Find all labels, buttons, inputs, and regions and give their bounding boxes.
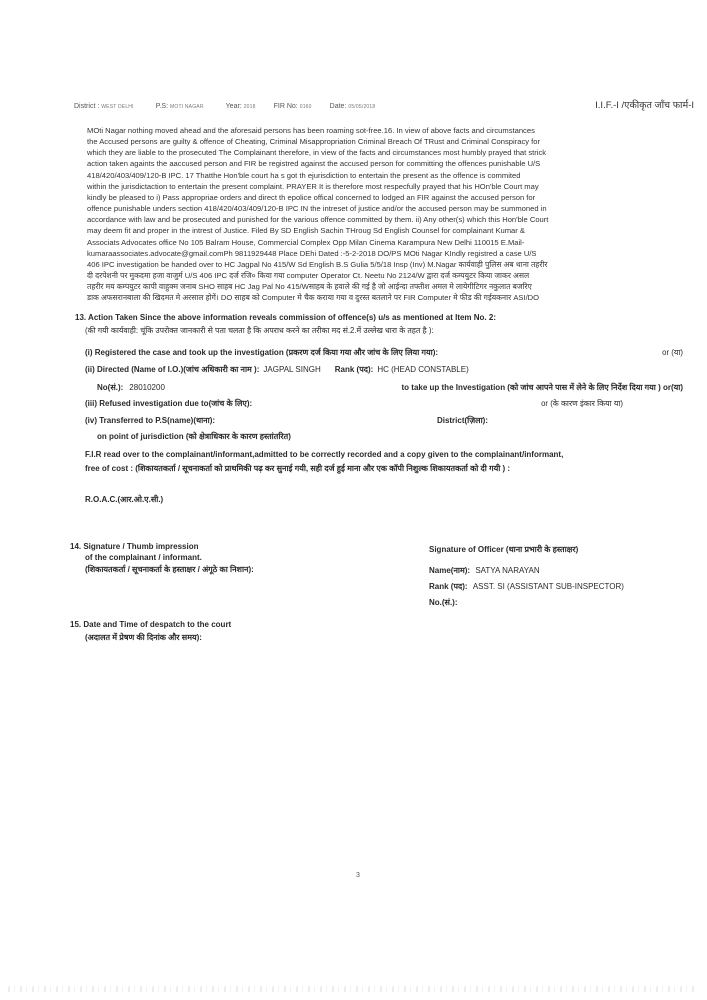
fir-value: 0160	[299, 104, 312, 110]
header-row	[74, 98, 694, 112]
officer-name-value: SATYA NARAYAN	[475, 566, 540, 575]
item-iv-transferred: (iv) Transferred to P.S(name)(थाना):	[85, 416, 216, 425]
form-title: I.I.F.-I /एकीकृत जाँच फार्म-I	[595, 100, 694, 111]
item-i-row	[85, 347, 683, 358]
fir-label: FIR No:	[273, 103, 298, 110]
section-14-line3: (शिकायतकर्ता / सूचनाकर्ता के हस्ताक्षर / अंगूठे का निशान):	[85, 565, 254, 574]
officer-rank-field	[429, 581, 624, 592]
narrative-line: offence punishable unders section 418/420/403/409/120-B IPC IN the intreset of justice and/or the accused person may be summoned in	[87, 204, 547, 214]
fir-number-field	[274, 103, 312, 110]
io-number-value: 28010200	[129, 383, 165, 392]
narrative-line: action taken againts the aaccused person and FIR be registred against the accused person for committing the offences punishable U/S	[87, 159, 541, 169]
io-rank-value: HC (HEAD CONSTABLE)	[377, 365, 469, 374]
section-15-line2: (अदालत में प्रेषण की दिनांक और समय):	[85, 633, 202, 642]
narrative-line: which they are liable to the prosecuted The Complainant therefore, in view of the facts and circumstances most humbly prayed that strick	[87, 148, 547, 158]
officer-rank-value: ASST. SI (ASSISTANT SUB-INSPECTOR)	[472, 582, 624, 591]
year-field	[226, 103, 256, 110]
officer-number-label: No.(सं.):	[429, 598, 458, 607]
item-iii-row	[85, 398, 683, 409]
transfer-district-label: District(ज़िला):	[436, 416, 488, 425]
item-ii-row	[85, 364, 683, 375]
item-iv-row	[85, 415, 683, 426]
fir-read-over: F.I.R read over to the complainant/informant,admitted to be correctly recorded and a copy given to the complainant/informant,	[85, 450, 564, 459]
date-value: 05/05/2018	[348, 104, 376, 110]
officer-name-field	[429, 565, 540, 576]
officer-rank-label: Rank (पद):	[429, 582, 468, 591]
officer-signature-label: Signature of Officer (थाना प्रभारी के हस्ताक्षर)	[429, 545, 579, 554]
year-value: 2018	[243, 104, 256, 110]
narrative-line: kumaraassociates.advocate@gmail.comPh 9811929448 Place DEhi Dated :-5-2-2018 DO/PS MOti Nagar KIndly registred a case U/S	[87, 248, 537, 258]
narrative-line: the Accused persons are guilty & offence of Cheating, Criminal Misappropriation Criminal Breach Of TRust and Criminal Conspiracy for	[87, 137, 541, 147]
page-number: 3	[356, 872, 360, 879]
faded-footer-text	[8, 986, 698, 992]
free-of-cost: free of cost : (शिकायतकर्ता / सूचनाकर्ता को प्राथमिकी पढ़ कर सुनाई गयी, सही दर्ज हुई माना और एक कॉपी निशुल्क शिकायतकर्ता को दी गयी ) :	[85, 464, 511, 473]
district-field	[74, 103, 134, 110]
officer-name-label: Name(नाम):	[429, 566, 471, 575]
narrative-line: accordance with law and be prosecuted and punished for the various offence committed by them. ii) Any other(s) which this Hon'ble Court	[87, 215, 549, 225]
year-label: Year:	[225, 103, 242, 110]
jurisdiction-note: on point of jurisdiction (को क्षेत्राधिकार के कारण हस्तांतरित)	[97, 432, 291, 441]
narrative-line: डाक अफसरानबाला की खिदमत मे अरसाल होगें। DO साहब को Computer मे चैक कराया गया व दुरस्त बतलाने पर FIR Computer मे फीड की गईयकनार ASI/DO	[87, 293, 540, 303]
narrative-line: दी दरपेशनी पर मुकदमा हजा वाजुर्म U/S 406 IPC दर्ज रजि० किया गया computer Operator Ct. Neetu No 2124/W द्वारा दर्ज कम्पयुटर किया जाकर असल	[87, 271, 530, 281]
narrative-paragraph	[87, 125, 681, 304]
district-value: WEST DELHI	[101, 104, 134, 110]
narrative-line: MOti Nagar nothing moved ahead and the aforesaid persons has been roaming sot-free.16. In view of above facts and circumstances	[87, 126, 535, 135]
take-up-investigation: to take up the Investigation (को जांच आपने पास में लेने के लिए निर्देश दिया गया ) or(या)	[401, 383, 683, 392]
ps-value: MOTI NAGAR	[169, 104, 204, 110]
io-name: JAGPAL SINGH	[263, 365, 321, 374]
or-option-1: or (या)	[662, 348, 683, 357]
narrative-line: 418/420/403/409/120-B IPC. 17 Thatthe Hon'ble court ha s got th ejurisdiction to entertain the present as the offence is commited	[87, 170, 521, 180]
date-label: Date:	[329, 103, 347, 110]
roac-label: R.O.A.C.(आर.ओ.ए.सी.)	[85, 495, 164, 504]
section-13-heading: 13. Action Taken Since the above information reveals commission of offence(s) u/s as mentioned at Item No. 2:	[75, 313, 496, 322]
io-rank-label: Rank (पद):	[334, 365, 374, 374]
narrative-line: तहरीर मय कम्पयुटर कापी वाहुक्म जनाब SHO साहब HC Jag Pal No 415/Wसाहब के हवाले की गई है जो आईन्दा तफ्तीश अमल मे लायेगीटिगर नकुलात बजरिए	[87, 282, 532, 292]
section-14-line1: 14. Signature / Thumb impression	[70, 542, 199, 551]
narrative-line: kindly be pleased to i) Pass appropriae orders and direct th epolice offical concerned to lodged an FIR against the accused person for	[87, 192, 536, 202]
date-field	[330, 103, 376, 110]
section-14-line2: of the complainant / informant.	[85, 553, 202, 562]
section-13-heading-hindi: (की गयी कार्यवाही: चूंकि उपरोक्त जानकारी से पता चलता है कि अपराध करने का तरीका मद सं.2.में उल्लेख धारा के तहत है ):	[85, 326, 434, 335]
district-label: District :	[74, 103, 100, 110]
narrative-line: Associats Advocates office No 105 Balram House, Commercial Complex Opp Milan Cinema Karampura New Delhi 110015 E.Mail-	[87, 237, 525, 247]
io-number-label: No(सं.):	[97, 383, 124, 392]
section-15-line1: 15. Date and Time of despatch to the court	[70, 620, 232, 629]
ps-label: P.S:	[155, 103, 169, 110]
narrative-line: may deem fit and proper in the intrest of Justice. Filed By SD English Sachin THroug Sd English Counsel for complainant Kumar &	[87, 226, 525, 236]
item-ii-label: (ii) Directed (Name of I.O.)(जांच अधिकारी का नाम ):	[85, 365, 260, 374]
police-station-field	[156, 103, 204, 110]
narrative-line: 406 IPC investigation be handed over to HC Jagpal No 415/W Sd English B.S Gulia 5/5/18 Insp (Inv) M.Nagar कार्यवाही पुलिस अब थाना तहरीर	[87, 259, 548, 269]
item-iii-refused: (iii) Refused investigation due to(जांच के लिए):	[85, 399, 253, 408]
or-option-3: or (के कारण इंकार किया या)	[541, 399, 623, 408]
io-number-row	[97, 382, 683, 393]
item-i-label: (i) Registered the case and took up the investigation (प्रकरण दर्ज किया गया और जांच के लिए लिया गया):	[85, 348, 439, 357]
narrative-line: within the jurisdictaction to entertain the present complaint. PRAYER It is therefore most respecfully prayed that his HOn'ble Court may	[87, 181, 539, 191]
